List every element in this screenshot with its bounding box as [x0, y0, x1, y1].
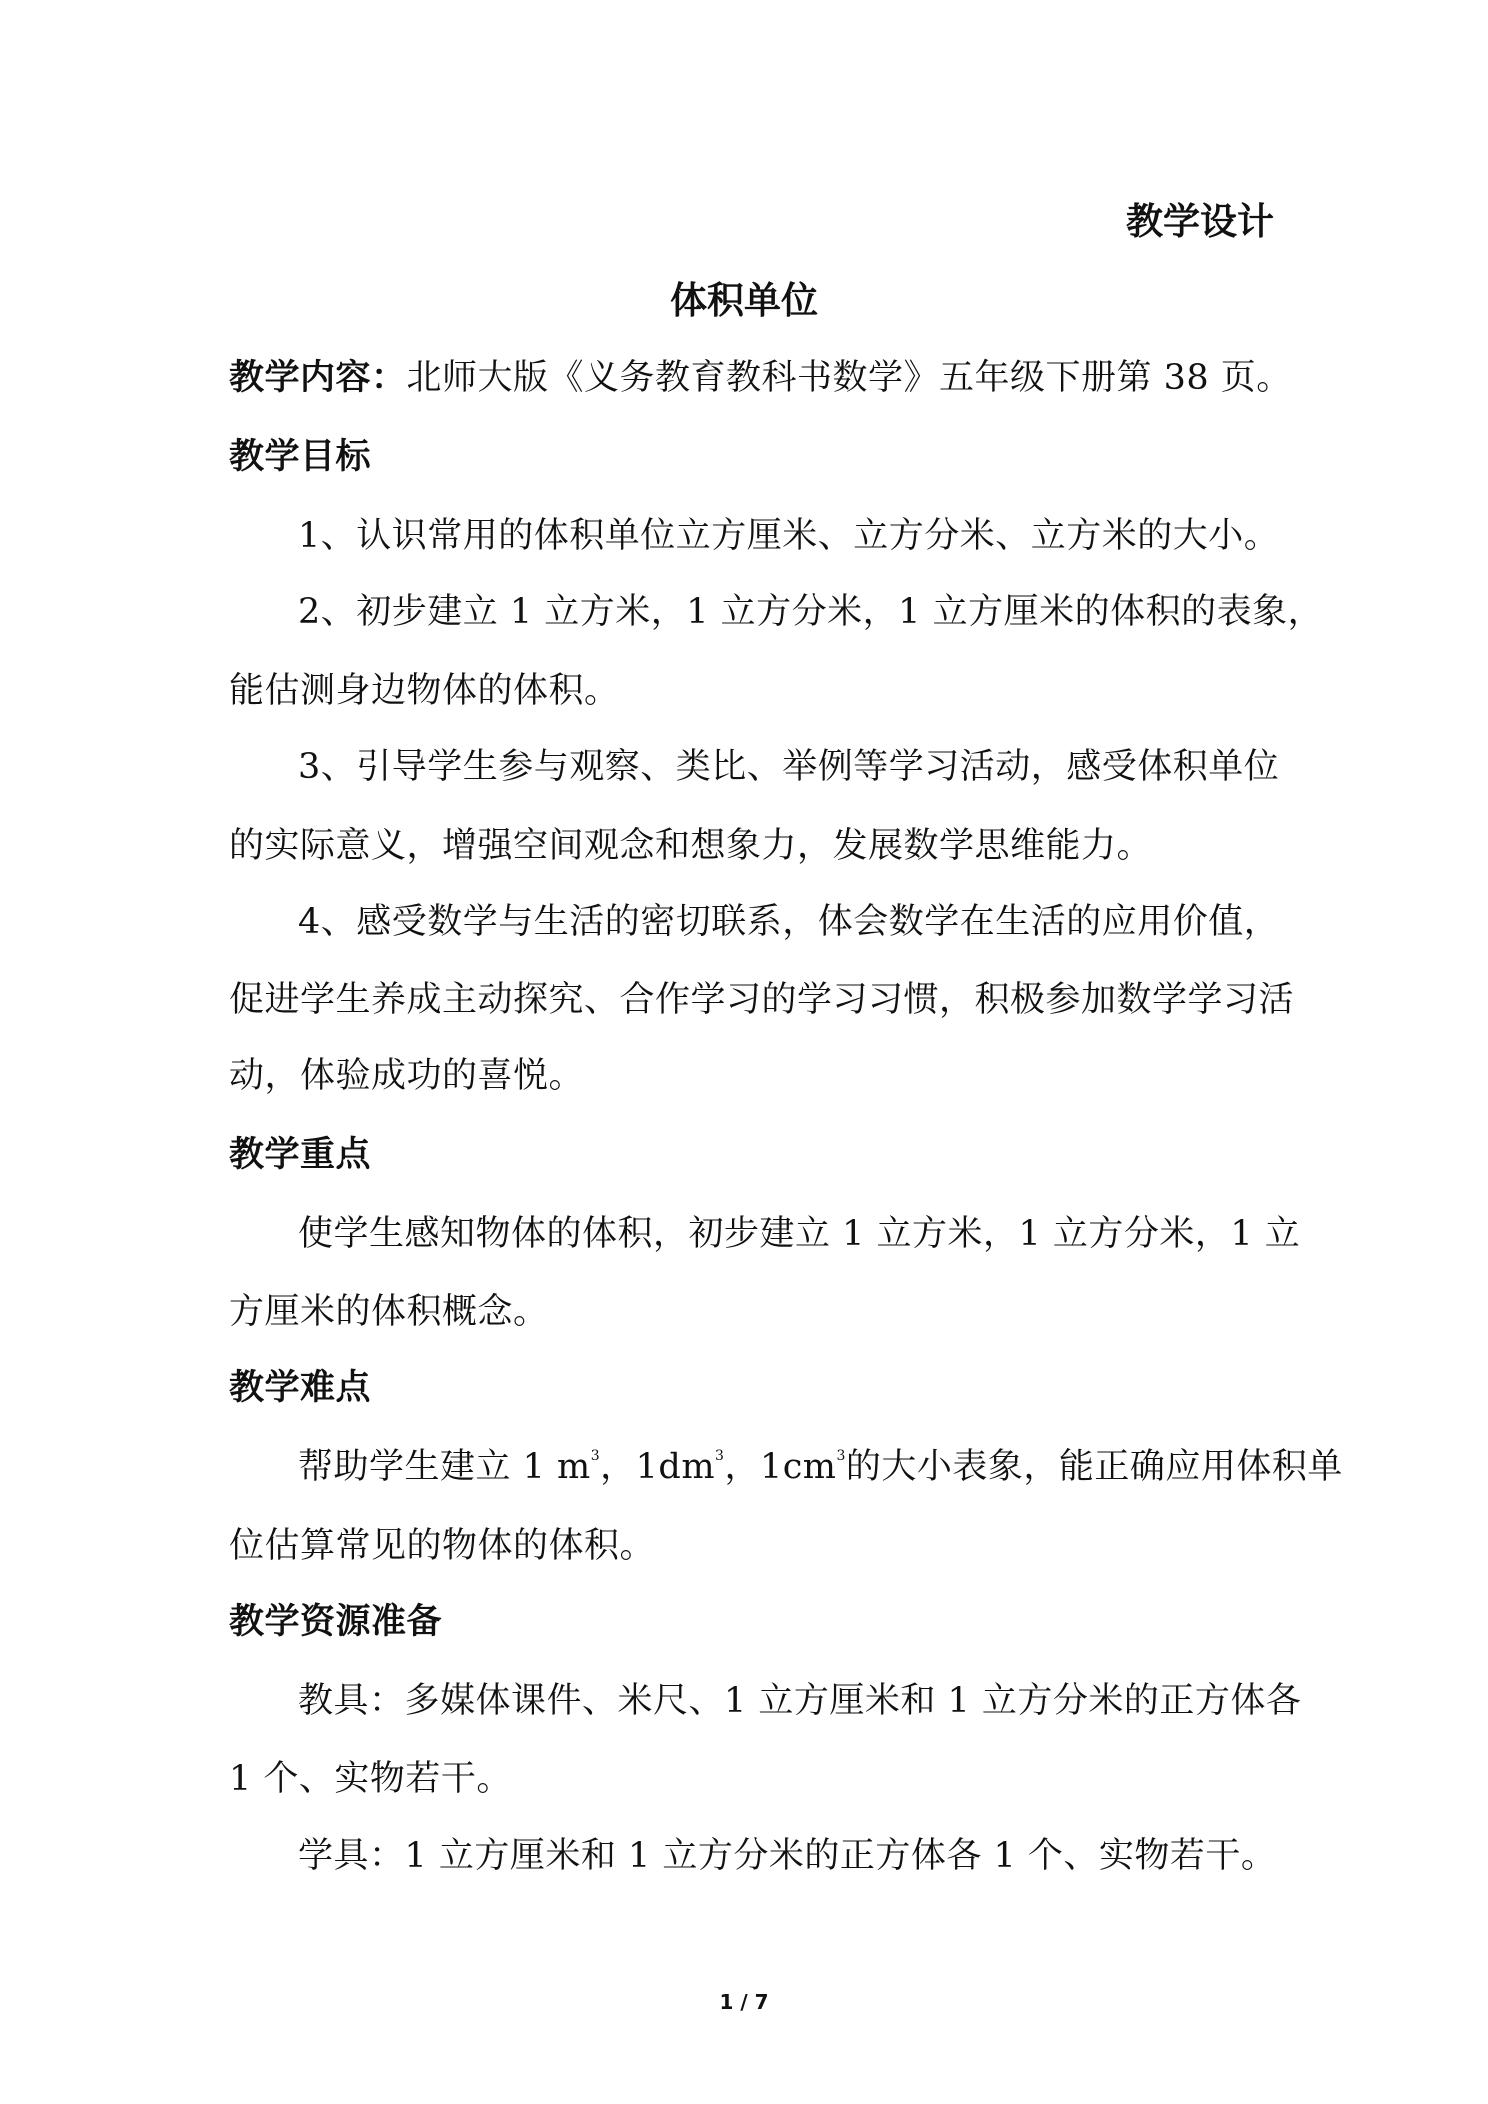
- resources-heading: 教学资源准备: [229, 1602, 443, 1642]
- difficulties-line-1: [298, 1441, 1343, 1493]
- key-points-line-2: 方厘米的体积概念。: [229, 1292, 549, 1332]
- difficulties-line-2: 位估算常见的物体的体积。: [229, 1526, 656, 1566]
- objectives-heading: 教学目标: [229, 437, 372, 477]
- difficulties-text-1: 帮助学生建立 1 m: [298, 1447, 591, 1487]
- difficulties-heading: 教学难点: [229, 1368, 372, 1408]
- objective-item-4-line-3: 动，体验成功的喜悦。: [229, 1056, 585, 1096]
- objective-item-1: 1、认识常用的体积单位立方厘米、立方分米、立方米的大小。: [298, 516, 1280, 556]
- teaching-content-label: 教学内容：: [229, 358, 407, 398]
- document-type-title: 教学设计: [1126, 200, 1274, 243]
- objective-item-3-line-2: 的实际意义，增强空间观念和想象力，发展数学思维能力。: [229, 826, 1153, 866]
- objective-item-4-line-1: 4、感受数学与生活的密切联系，体会数学在生活的应用价值，: [298, 902, 1280, 942]
- teacher-tools-line-1: 教具：多媒体课件、米尺、1 立方厘米和 1 立方分米的正方体各: [298, 1681, 1302, 1721]
- student-tools-line: 学具：1 立方厘米和 1 立方分米的正方体各 1 个、实物若干。: [298, 1836, 1277, 1876]
- difficulties-text-2: ，1dm: [600, 1447, 716, 1487]
- teaching-content-text: 北师大版《义务教育教科书数学》五年级下册第 38 页。: [406, 358, 1292, 398]
- objective-item-4-line-2: 促进学生养成主动探究、合作学习的学习习惯，积极参加数学学习活: [229, 980, 1295, 1020]
- superscript-3: 3: [590, 1448, 601, 1464]
- lesson-title: 体积单位: [670, 279, 818, 322]
- superscript-3: 3: [715, 1448, 725, 1464]
- teaching-content-line: [229, 352, 1292, 404]
- objective-item-2-line-1: 2、初步建立 1 立方米，1 立方分米，1 立方厘米的体积的表象，: [298, 592, 1324, 632]
- key-points-line-1: 使学生感知物体的体积，初步建立 1 立方米，1 立方分米，1 立: [298, 1214, 1301, 1254]
- teacher-tools-line-2: 1 个、实物若干。: [229, 1759, 512, 1799]
- page-indicator: 1 / 7: [719, 1990, 769, 2014]
- difficulties-text-4: 的大小表象，能正确应用体积单: [845, 1447, 1343, 1487]
- difficulties-text-3: ，1cm: [724, 1447, 837, 1487]
- objective-item-2-line-2: 能估测身边物体的体积。: [229, 671, 620, 711]
- superscript-3: 3: [836, 1448, 846, 1464]
- objective-item-3-line-1: 3、引导学生参与观察、类比、举例等学习活动，感受体积单位: [298, 747, 1280, 787]
- key-points-heading: 教学重点: [229, 1135, 372, 1175]
